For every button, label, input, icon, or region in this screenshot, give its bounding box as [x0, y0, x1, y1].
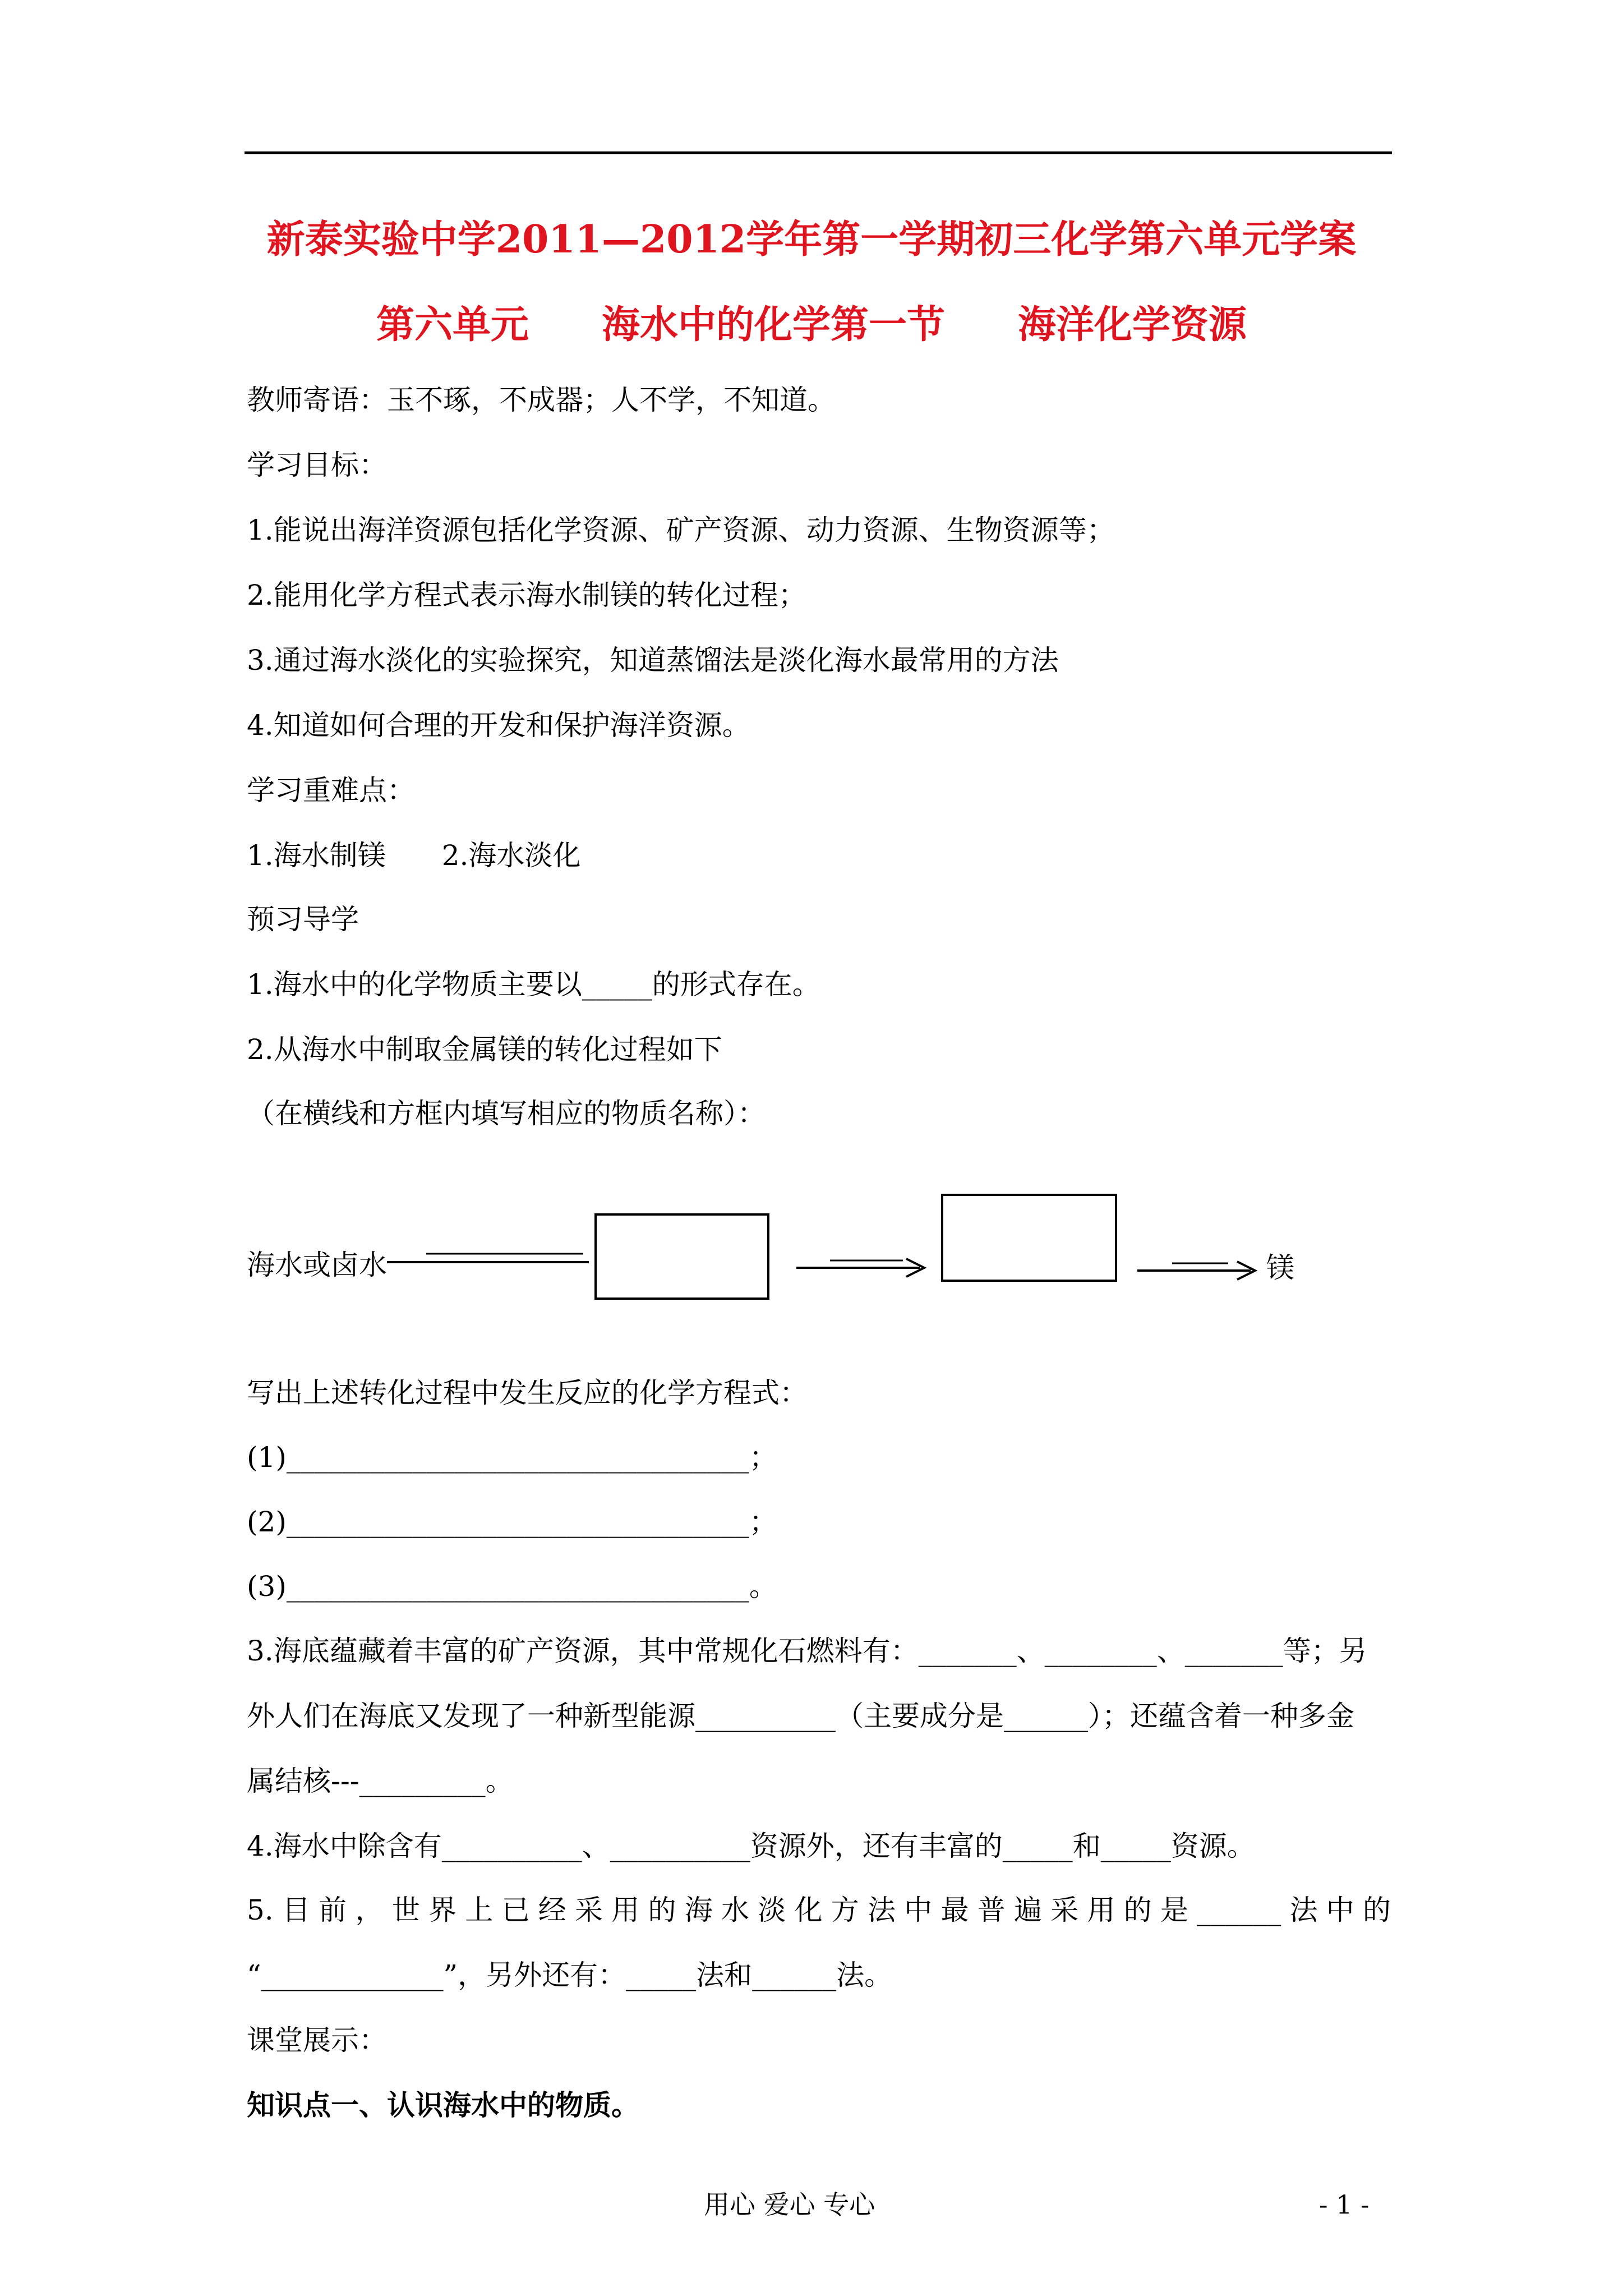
section-title — [0, 300, 1623, 350]
diagram-end-label: 镁 — [1266, 1251, 1294, 1284]
q5-char: 淡 — [758, 1894, 786, 1926]
page-number: - 1 - — [1319, 2189, 1370, 2220]
diagram-shapes — [0, 1167, 1623, 1324]
class-heading: 课堂展示： — [247, 2024, 387, 2056]
q5-char: 已 — [501, 1894, 530, 1926]
q5-char: 的 — [1362, 1894, 1391, 1926]
equation-blank: (1)_________________________________； — [247, 1441, 777, 1474]
diagram-start-label: 海水或卤水 — [247, 1249, 387, 1281]
question-2-note: （在横线和方框内填写相应的物质名称）： — [247, 1097, 766, 1130]
preview-heading: 预习导学 — [247, 903, 359, 936]
goals-heading: 学习目标： — [247, 449, 387, 481]
footer-motto: 用心 爱心 专心 — [704, 2189, 875, 2220]
teacher-words: 教师寄语：玉不琢，不成器；人不学，不知道。 — [247, 384, 836, 416]
q5-char: 的 — [648, 1894, 676, 1926]
q5-char: 采 — [574, 1894, 603, 1926]
magnesium-process-diagram — [0, 1167, 1623, 1324]
question-2: 2.从海水中制取金属镁的转化过程如下 — [247, 1033, 722, 1066]
section-topic: 海洋化学资源 — [1018, 302, 1247, 347]
q5-char: 世 — [391, 1894, 420, 1926]
goal-item: 3.通过海水淡化的实验探究，知道蒸馏法是淡化海水最常用的方法 — [247, 644, 1059, 677]
q5-char: 普 — [977, 1894, 1006, 1926]
q5-blank: ______ — [1197, 1894, 1281, 1926]
q5-char: 采 — [1050, 1894, 1079, 1926]
q5-char: 法 — [1289, 1894, 1318, 1926]
q5-char: 界 — [428, 1894, 457, 1926]
question-3-line: 3.海底蕴藏着丰富的矿产资源，其中常规化石燃料有：_______、________、_______等；另 — [247, 1635, 1367, 1667]
section-unit: 第六单元 — [376, 302, 529, 347]
q5-char: 海 — [684, 1894, 713, 1926]
q5-char: 最 — [940, 1894, 969, 1926]
key-points — [247, 836, 580, 875]
q5-char: 目 — [282, 1894, 310, 1926]
q5-char: 水 — [721, 1894, 749, 1926]
q5-char: ， — [355, 1894, 384, 1926]
q5-char: 的 — [1123, 1894, 1152, 1926]
header-rule — [245, 151, 1392, 154]
equation-blank: (3)_________________________________。 — [247, 1570, 777, 1603]
goal-item: 1.能说出海洋资源包括化学资源、矿产资源、动力资源、生物资源等； — [247, 514, 1115, 546]
q5-char: 用 — [611, 1894, 640, 1926]
q5-char: 上 — [465, 1894, 494, 1926]
question-4: 4.海水中除含有__________、__________资源外，还有丰富的_____和_____资源。 — [247, 1830, 1255, 1862]
q5-char: 方 — [831, 1894, 859, 1926]
question-5-line: “_____________”，另外还有：_____法和______法。 — [247, 1959, 893, 1991]
q5-char: 中 — [904, 1894, 933, 1926]
equations-heading: 写出上述转化过程中发生反应的化学方程式： — [247, 1377, 808, 1409]
answer-box-1 — [596, 1214, 768, 1299]
q5-char: 经 — [538, 1894, 566, 1926]
q5-char: 是 — [1160, 1894, 1188, 1926]
question-3-line: 属结核---_________。 — [247, 1765, 514, 1797]
q5-char: 5. — [247, 1894, 274, 1926]
goal-item: 4.知道如何合理的开发和保护海洋资源。 — [247, 709, 750, 742]
q5-char: 前 — [319, 1894, 347, 1926]
q5-char: 法 — [867, 1894, 896, 1926]
document-title: 新泰实验中学2011—2012学年第一学期初三化学第六单元学案 — [266, 217, 1357, 262]
q5-char: 中 — [1326, 1894, 1354, 1926]
goal-item: 2.能用化学方程式表示海水制镁的转化过程； — [247, 579, 806, 611]
q5-char: 化 — [794, 1894, 823, 1926]
q5-char: 遍 — [1013, 1894, 1042, 1926]
key-point-item: 1.海水制镁 — [247, 839, 386, 872]
knowledge-point-heading: 知识点一、认识海水中的物质。 — [247, 2088, 639, 2122]
section-chapter: 海水中的化学第一节 — [601, 302, 945, 347]
question-3-line: 外人们在海底又发现了一种新型能源__________（主要成分是______）；还蕴含着一种多金 — [247, 1700, 1354, 1732]
key-points-heading: 学习重难点： — [247, 774, 415, 807]
answer-box-2 — [942, 1195, 1116, 1281]
q5-char: 用 — [1087, 1894, 1115, 1926]
question-1: 1.海水中的化学物质主要以_____的形式存在。 — [247, 968, 820, 1001]
question-5-line — [247, 1890, 1391, 1930]
key-point-item: 2.海水淡化 — [441, 839, 581, 872]
equation-blank: (2)_________________________________； — [247, 1506, 777, 1538]
